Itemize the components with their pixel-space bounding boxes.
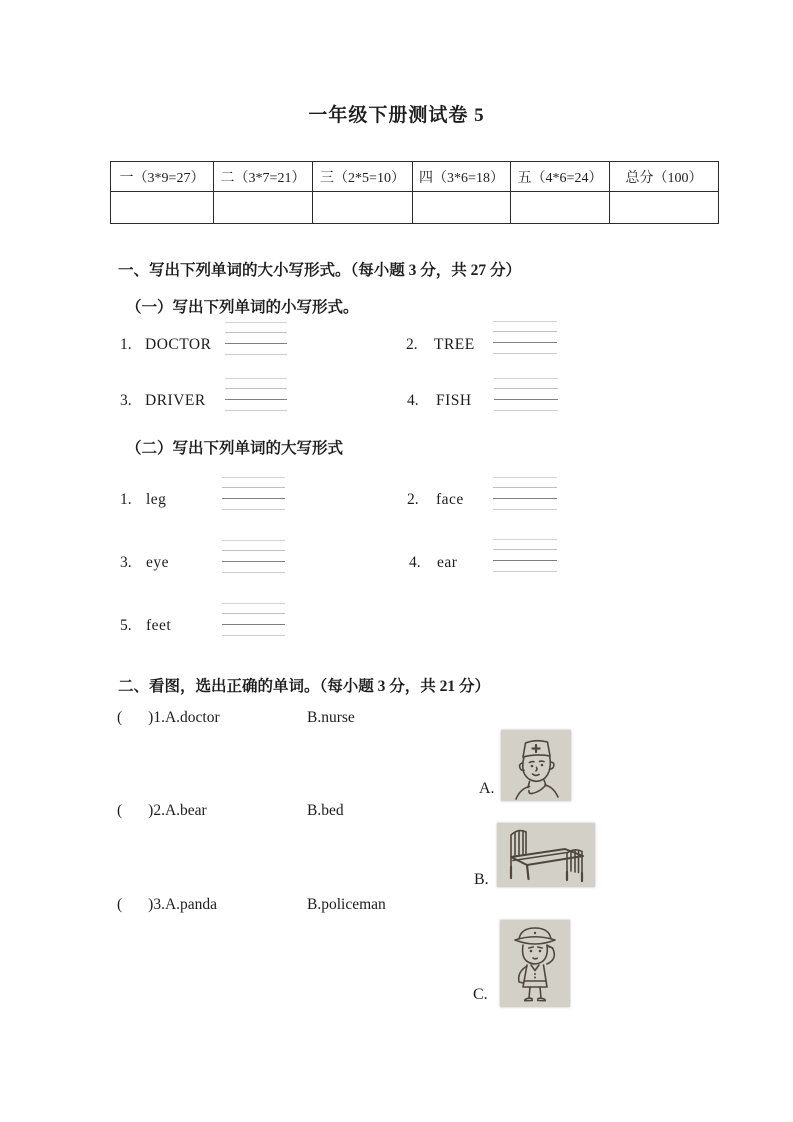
question-row <box>117 709 355 727</box>
score-input-cell <box>313 192 413 224</box>
writing-lines <box>493 539 557 570</box>
score-table-header-row <box>111 162 719 192</box>
bracket-close: ) <box>148 709 154 726</box>
bracket-close: ) <box>148 896 154 913</box>
item-word: eye <box>146 554 170 571</box>
exam-title: 一年级下册测试卷 5 <box>308 105 485 126</box>
bracket-open: ( <box>117 802 123 819</box>
score-table-header-cell: 总分（100） <box>610 162 719 192</box>
score-input-cell <box>511 192 610 224</box>
question-number: 2. <box>153 802 165 819</box>
option-b-label: B.nurse <box>307 709 355 726</box>
item-number: 5. <box>120 617 132 634</box>
score-table-header-cell: 五（4*6=24） <box>511 162 610 192</box>
score-table-blank-row <box>111 192 719 224</box>
policeman-drawing <box>500 920 570 1007</box>
section-two-heading: 二、看图，选出正确的单词。（每小题 3 分，共 21 分） <box>118 678 491 695</box>
item-number: 3. <box>120 392 132 409</box>
picture-label: C. <box>473 986 488 1003</box>
item-word: face <box>436 491 464 508</box>
item-number: 2. <box>406 336 418 353</box>
item-number: 1. <box>120 336 132 353</box>
item-number: 1. <box>120 491 132 508</box>
score-table-header-cell: 一（3*9=27） <box>111 162 214 192</box>
item-word: FISH <box>436 392 472 409</box>
writing-lines <box>225 378 287 409</box>
part-one-heading: （一）写出下列单词的小写形式。 <box>126 299 359 316</box>
item-word: feet <box>146 617 172 634</box>
bracket-open: ( <box>117 709 123 726</box>
policeman-photo <box>500 920 570 1007</box>
picture-label: B. <box>474 871 489 888</box>
score-table-header-cell: 三（2*5=10） <box>313 162 413 192</box>
bed-drawing <box>497 823 595 887</box>
writing-lines <box>493 477 557 508</box>
score-table-header-cell: 四（3*6=18） <box>413 162 511 192</box>
score-input-cell <box>111 192 214 224</box>
option-a-label: A.bear <box>164 802 207 819</box>
question-number: 3. <box>153 896 165 913</box>
bracket-open: ( <box>117 896 123 913</box>
nurse-photo <box>501 730 571 801</box>
item-word: DOCTOR <box>145 336 212 353</box>
option-b-label: B.bed <box>307 802 344 819</box>
writing-lines <box>222 603 285 634</box>
option-a-label: A.panda <box>164 896 218 913</box>
writing-lines <box>222 540 285 571</box>
item-number: 4. <box>407 392 419 409</box>
item-word: TREE <box>434 336 475 353</box>
question-row <box>117 802 344 820</box>
part-two-heading: （二）写出下列单词的大写形式 <box>126 440 344 457</box>
item-number: 3. <box>120 554 132 571</box>
item-number: 4. <box>409 554 421 571</box>
score-input-cell <box>413 192 511 224</box>
score-table <box>110 161 719 224</box>
item-word: DRIVER <box>145 392 206 409</box>
item-word: leg <box>146 491 167 508</box>
score-table-header-cell: 二（3*7=21） <box>214 162 313 192</box>
writing-lines <box>494 378 558 409</box>
option-b-label: B.policeman <box>307 896 386 913</box>
score-input-cell <box>610 192 719 224</box>
nurse-drawing <box>501 730 571 801</box>
picture-label: A. <box>479 780 495 797</box>
bed-photo <box>497 823 595 887</box>
section-one-heading: 一、写出下列单词的大小写形式。（每小题 3 分，共 27 分） <box>118 262 522 279</box>
writing-lines <box>493 321 557 352</box>
item-number: 2. <box>407 491 419 508</box>
score-input-cell <box>214 192 313 224</box>
question-number: 1. <box>153 709 165 726</box>
writing-lines <box>222 477 285 508</box>
item-word: ear <box>437 554 458 571</box>
question-row <box>117 896 386 914</box>
option-a-label: A.doctor <box>164 709 220 726</box>
writing-lines <box>225 322 287 353</box>
bracket-close: ) <box>148 802 154 819</box>
